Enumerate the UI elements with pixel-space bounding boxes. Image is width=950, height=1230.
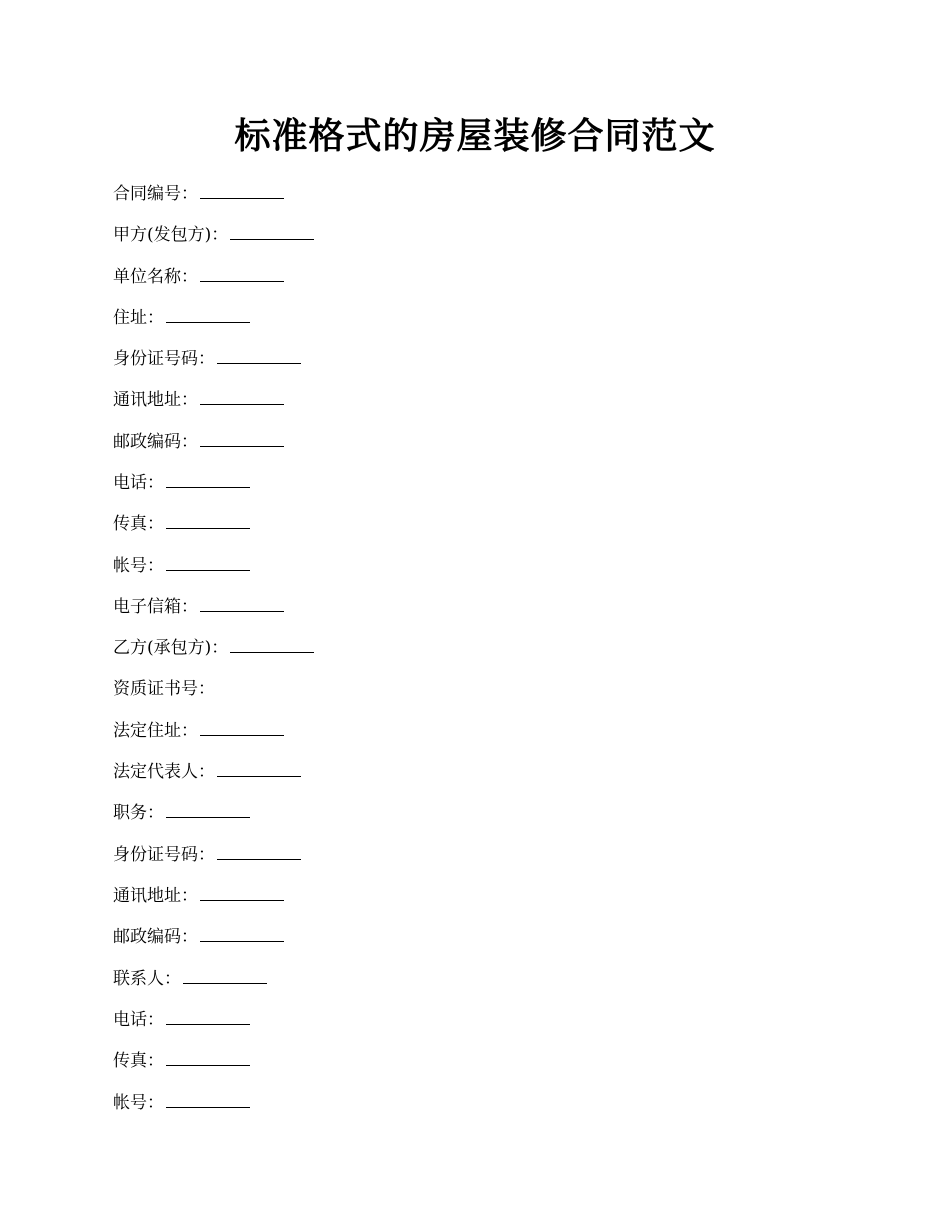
- fill-blank[interactable]: [200, 921, 284, 942]
- field-label: 法定住址：: [113, 720, 198, 741]
- field-label: 传真：: [113, 514, 164, 535]
- field-phone: [113, 467, 833, 508]
- field-address: [113, 302, 833, 343]
- field-label: 电话：: [113, 1009, 164, 1030]
- field-account-b: [113, 1087, 833, 1128]
- contract-fields: [113, 178, 833, 1128]
- document-title: 标准格式的房屋装修合同范文: [234, 115, 716, 157]
- field-label: 电子信箱：: [113, 596, 198, 617]
- field-label: 通讯地址：: [113, 390, 198, 411]
- field-label: 乙方(承包方)：: [113, 638, 229, 659]
- field-label: 通讯地址：: [113, 886, 198, 907]
- field-contact-person: [113, 963, 833, 1004]
- field-unit-name: [113, 261, 833, 302]
- field-label: 传真：: [113, 1051, 164, 1072]
- fill-blank[interactable]: [200, 178, 284, 199]
- field-phone-b: [113, 1004, 833, 1045]
- field-contract-number: [113, 178, 833, 219]
- field-account: [113, 550, 833, 591]
- fill-blank[interactable]: [200, 715, 284, 736]
- fill-blank[interactable]: [166, 1004, 250, 1025]
- field-label: 帐号：: [113, 1092, 164, 1113]
- field-id-number-b: [113, 839, 833, 880]
- field-label: 合同编号：: [113, 184, 198, 204]
- fill-blank[interactable]: [200, 880, 284, 901]
- field-legal-representative: [113, 756, 833, 797]
- field-qualification-cert: [113, 674, 833, 715]
- fill-blank[interactable]: [166, 550, 250, 571]
- fill-blank[interactable]: [217, 756, 301, 777]
- fill-blank[interactable]: [183, 963, 267, 984]
- field-legal-address: [113, 715, 833, 756]
- fill-blank[interactable]: [166, 467, 250, 488]
- field-label: 电话：: [113, 473, 164, 494]
- field-label: 邮政编码：: [113, 431, 198, 452]
- field-email: [113, 591, 833, 632]
- fill-blank[interactable]: [200, 261, 284, 282]
- fill-blank[interactable]: [230, 219, 314, 240]
- fill-blank[interactable]: [230, 632, 314, 653]
- fill-blank[interactable]: [217, 839, 301, 860]
- field-fax: [113, 508, 833, 549]
- field-party-b: [113, 632, 833, 673]
- field-mailing-address: [113, 384, 833, 425]
- field-position: [113, 797, 833, 838]
- field-postal-code: [113, 426, 833, 467]
- field-id-number: [113, 343, 833, 384]
- fill-blank[interactable]: [166, 1087, 250, 1108]
- field-label: 职务：: [113, 803, 164, 824]
- field-label: 住址：: [113, 307, 164, 328]
- fill-blank[interactable]: [166, 797, 250, 818]
- field-fax-b: [113, 1045, 833, 1086]
- fill-blank[interactable]: [166, 302, 250, 323]
- field-label: 甲方(发包方)：: [113, 225, 229, 246]
- field-label: 帐号：: [113, 555, 164, 576]
- field-label: 身份证号码：: [113, 844, 215, 865]
- field-label: 单位名称：: [113, 266, 198, 287]
- field-mailing-address-b: [113, 880, 833, 921]
- fill-blank[interactable]: [217, 343, 301, 364]
- fill-blank[interactable]: [200, 426, 284, 447]
- field-postal-code-b: [113, 921, 833, 962]
- fill-blank[interactable]: [166, 1045, 250, 1066]
- fill-blank[interactable]: [166, 508, 250, 529]
- field-party-a: [113, 219, 833, 260]
- field-label: 邮政编码：: [113, 927, 198, 948]
- fill-blank[interactable]: [200, 384, 284, 405]
- field-label: 法定代表人：: [113, 762, 215, 783]
- fill-blank[interactable]: [200, 591, 284, 612]
- field-label: 资质证书号：: [113, 678, 215, 699]
- field-label: 联系人：: [113, 968, 181, 989]
- field-label: 身份证号码：: [113, 349, 215, 370]
